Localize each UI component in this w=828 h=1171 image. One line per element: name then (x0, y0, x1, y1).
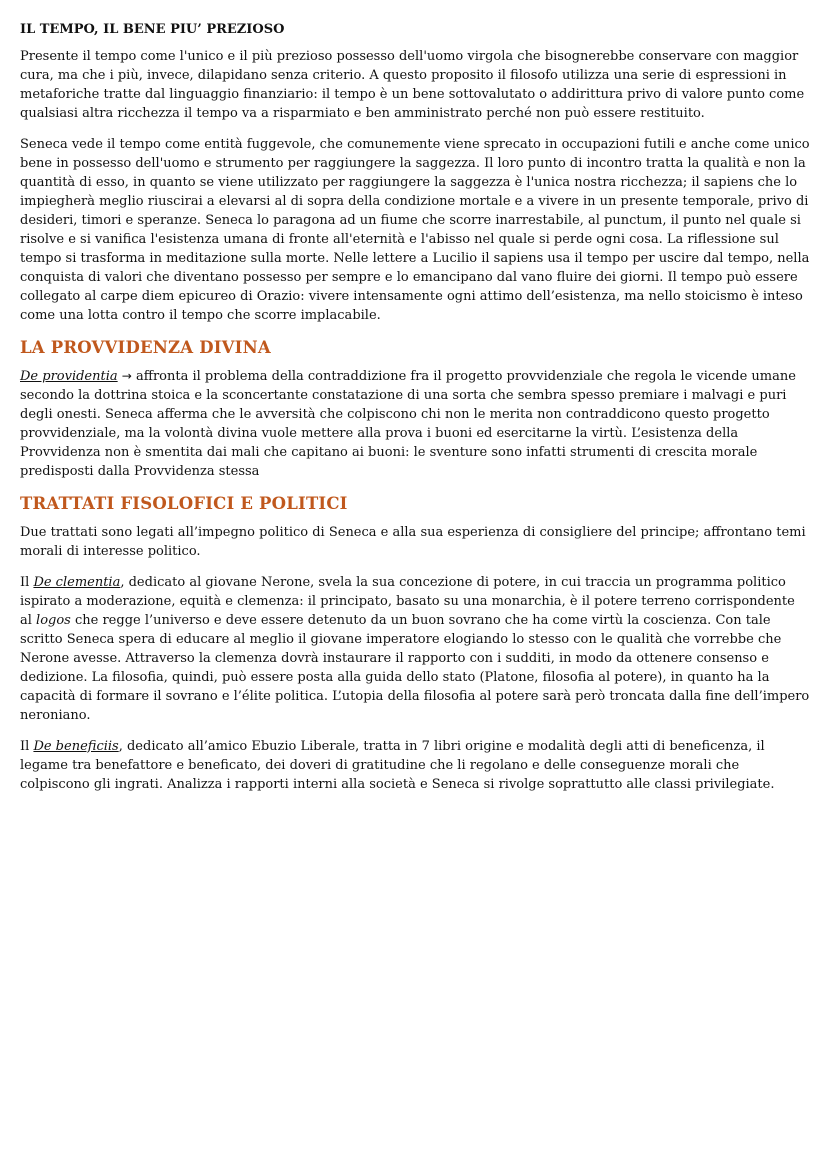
heading-trattati: TRATTATI FISOLOFICI E POLITICI (20, 494, 348, 513)
paragraph-tempo-2: Seneca vede il tempo come entità fuggevole, che comunemente viene sprecato in occupazioni futili e anche come unico bene in possesso dell'uomo e strumento per raggiungere la saggezza. Il loro punto di incontro tratta la qualità e non la quantità di esso, in quanto se viene utilizzato per raggiungere la saggezza è l'unica nostra ricchezza; il sapiens che lo impiegherà meglio riuscirai a elevarsi al di sopra della condizione mortale e a vivere in un presente temporale, privo di desideri, timori e speranze. Seneca lo paragona ad un fiume che scorre inarrestabile, al punctum, il punto nel quale si risolve e si vanifica l'esistenza umana di fronte all'eternità e l'abisso nel quale si perde ogni cosa. La riflessione sul tempo si trasforma in meditazione sulla morte. Nelle lettere a Lucilio il sapiens usa il tempo per uscire dal tempo, nella conquista di valori che diventano possesso per sempre e lo emancipano dal vano fluire dei giorni. Il tempo può essere collegato al carpe diem epicureo di Orazio: vivere intensamente ogni attimo dell’esistenza, ma nello stoicismo è inteso come una lotta contro il tempo che scorre implacabile. (20, 137, 810, 323)
arrow-right-icon: → (121, 369, 132, 383)
heading-provvidenza: LA PROVVIDENZA DIVINA (20, 338, 271, 357)
paragraph-provvidenza (20, 367, 810, 481)
paragraph-tempo-1: Presente il tempo come l'unico e il più prezioso possesso dell'uomo virgola che bisognerebbe conservare con maggior cura, ma che i più, invece, dilapidano senza criterio. A questo proposito il filosofo utilizza una serie di espressioni in metaforiche tratte dal linguaggio finanziario: il tempo è un bene sottovalutato o addirittura privo di valore punto come qualsiasi altra ricchezza il tempo va a risparmiato e ben amministrato perché non può essere restituito. (20, 49, 805, 121)
section-title-tempo: IL TEMPO, IL BENE PIU’ PREZIOSO (20, 22, 285, 37)
work-title-de-beneficiis: De beneficiis (33, 739, 119, 754)
paragraph-trattati-intro: Due trattati sono legati all’impegno politico di Seneca e alla sua esperienza di consigliere del principe; affrontano temi morali di interesse politico. (20, 525, 806, 559)
beneficiis-post: , dedicato all’amico Ebuzio Liberale, tratta in 7 libri origine e modalità degli atti di beneficenza, il legame tra benefattore e beneficato, dei doveri di gratitudine che li regolano e delle conseguenze morali che colpiscono gli ingrati. Analizza i rapporti interni alla società e Seneca si rivolge soprattutto alle classi privilegiate. (20, 739, 775, 792)
term-logos: logos (36, 613, 71, 628)
clementia-post: che regge l’universo e deve essere detenuto da un buon sovrano che ha come virtù la coscienza. Con tale scritto Seneca spera di educare al meglio il giovane imperatore elogiando lo stesso con le qualità che vorrebbe che Nerone avesse. Attraverso la clemenza dovrà instaurare il rapporto con i sudditi, in modo da ottenere consenso e dedizione. La filosofia, quindi, può essere posta alla guida dello stato (Platone, filosofia al potere), in quanto ha la capacità di formare il sovrano e l’élite politica. L’utopia della filosofia al potere sarà però troncata dalla fine dell’impero neroniano. (20, 613, 810, 723)
work-title-de-clementia: De clementia (33, 575, 121, 590)
provvidenza-text: affronta il problema della contraddizione fra il progetto provvidenziale che regola le vicende umane secondo la dottrina stoica e la sconcertante constatazione di una sorta che sembra spesso premiare i malvagi e puri degli onesti. Seneca afferma che le avversità che colpiscono chi non le merita non contraddicono questo progetto provvidenziale, ma la volontà divina vuole mettere alla prova i buoni ed esercitarne la virtù. L’esistenza della Provvidenza non è smentita dai mali che capitano ai buoni: le sventure sono infatti strumenti di crescita morale predisposti dalla Provvidenza stessa (20, 369, 796, 479)
paragraph-de-beneficiis (20, 737, 810, 794)
clementia-mid: , dedicato al giovane Nerone, svela la sua concezione di potere, in cui traccia un programma politico ispirato a moderazione, equità e clemenza: il principato, basato su una monarchia, è il potere terreno corrispondente al (20, 575, 795, 628)
clementia-pre: Il (20, 575, 34, 590)
work-title-de-providentia: De providentia (20, 369, 118, 384)
beneficiis-pre: Il (20, 739, 34, 754)
paragraph-de-clementia (20, 573, 810, 725)
